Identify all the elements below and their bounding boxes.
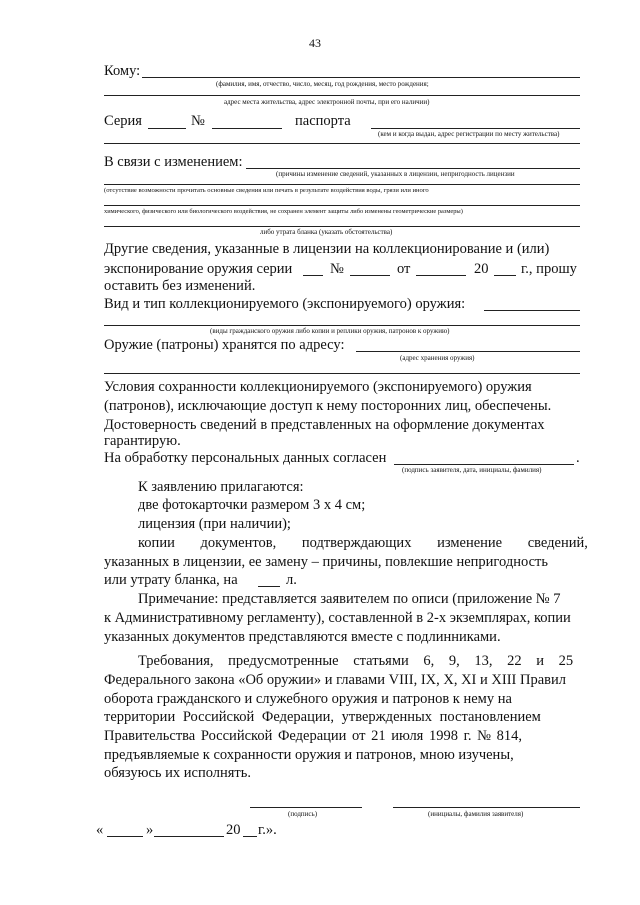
date-day-field[interactable] xyxy=(107,836,143,837)
change-hint-2: (отсутствие возможности прочитать основные сведения или печать в результате воздействия воды, грязи или иного xyxy=(104,187,429,194)
type-label: Вид и тип коллекционируемого (экспонируемого) оружия: xyxy=(104,296,466,312)
other-year-field[interactable] xyxy=(494,275,516,276)
change-line-4[interactable] xyxy=(104,226,580,227)
other-line-1: Другие сведения, указанные в лицензии на коллекционирование и (или) xyxy=(104,241,550,257)
attach-line-4: копии документов, подтверждающих изменение сведений, xyxy=(138,535,588,551)
req-line-2: Федерального закона «Об оружии» и главами VIII, IX, X, XI и XIII Правил xyxy=(104,672,566,688)
signature-hint: (подпись) xyxy=(288,810,318,818)
change-hint-1: (причины изменение сведений, указанных в лицензии, непригодность лицензии xyxy=(276,170,515,178)
stored-hint: (адрес хранения оружия) xyxy=(400,354,475,362)
type-field[interactable] xyxy=(484,310,580,311)
conditions-line-4: гарантирую. xyxy=(104,433,181,449)
change-label: В связи с изменением: xyxy=(104,154,243,170)
conditions-line-1: Условия сохранности коллекционируемого (экспонируемого) оружия xyxy=(104,379,532,395)
date-end: г.». xyxy=(258,822,277,838)
applicant-name-hint: (инициалы, фамилия заявителя) xyxy=(428,810,524,818)
consent-signature-field[interactable] xyxy=(394,464,574,465)
change-line-3[interactable] xyxy=(104,205,580,206)
other-line-2e: г., прошу xyxy=(521,261,577,277)
other-series-field[interactable] xyxy=(303,275,323,276)
date-open-quote: « xyxy=(96,822,104,838)
stored-line-2[interactable] xyxy=(104,373,580,374)
attach-line-2: две фотокарточки размером 3 х 4 см; xyxy=(138,497,366,513)
signature-field[interactable] xyxy=(250,807,362,808)
consent-hint: (подпись заявителя, дата, инициалы, фамилия) xyxy=(402,466,542,474)
page-number: 43 xyxy=(309,36,321,50)
attach-line-6b: л. xyxy=(286,572,297,588)
other-number-field[interactable] xyxy=(350,275,390,276)
stored-label: Оружие (патроны) хранятся по адресу: xyxy=(104,337,345,353)
date-close-quote: » xyxy=(146,822,154,838)
change-line-1[interactable] xyxy=(246,168,580,169)
komu-line[interactable] xyxy=(142,77,580,78)
passport-number-sign: № xyxy=(191,113,205,129)
date-month-field[interactable] xyxy=(154,836,224,837)
attach-line-6a: или утрату бланка, на xyxy=(104,572,238,588)
seriya-label: Серия xyxy=(104,113,142,129)
conditions-line-5: На обработку персональных данных согласен xyxy=(104,450,387,466)
attach-line-1: К заявлению прилагаются: xyxy=(138,479,304,495)
change-hint-4: либо утрата бланка (указать обстоятельства) xyxy=(260,228,393,236)
other-year-prefix: 20 xyxy=(474,261,489,277)
passport-number-field[interactable] xyxy=(212,128,282,129)
komu-label: Кому: xyxy=(104,63,141,79)
applicant-name-field[interactable] xyxy=(393,807,580,808)
req-line-7: обязуюсь их исполнять. xyxy=(104,765,252,781)
komu-hint-1: (фамилия, имя, отчество, число, месяц, год рождения, место рождения; xyxy=(216,80,429,88)
date-year-prefix: 20 xyxy=(226,822,241,838)
type-line-2[interactable] xyxy=(104,325,580,326)
komu-hint-2: адрес места жительства, адрес электронной почты, при его наличии) xyxy=(224,98,430,106)
req-line-3: оборота гражданского и служебного оружия и патронов к нему на xyxy=(104,691,512,707)
attach-sheets-field[interactable] xyxy=(258,586,280,587)
note-line-3: указанных документов представляются вместе с подлинниками. xyxy=(104,629,501,645)
change-line-2[interactable] xyxy=(104,184,580,185)
conditions-line-3: Достоверность сведений в представленных на оформление документах xyxy=(104,417,545,433)
pasporta-label: паспорта xyxy=(295,113,351,129)
other-ot: от xyxy=(397,261,411,277)
komu-line-2[interactable] xyxy=(104,95,580,96)
other-date-field[interactable] xyxy=(416,275,466,276)
change-hint-3: химического, физического или биологического воздействия, не сохранен элемент защиты либо изменены геометрические размеры) xyxy=(104,208,463,215)
other-line-2a: экспонирование оружия серии xyxy=(104,261,293,277)
req-line-1: Требования, предусмотренные статьями 6, 9, 13, 22 и 25 xyxy=(138,653,574,669)
date-year-field[interactable] xyxy=(243,836,257,837)
type-hint: (виды гражданского оружия либо копии и реплики оружия, патронов к оружию) xyxy=(210,327,450,335)
other-line-3: оставить без изменений. xyxy=(104,278,256,294)
attach-line-3: лицензия (при наличии); xyxy=(138,516,291,532)
passport-hint: (кем и когда выдан, адрес регистрации по месту жительства) xyxy=(378,130,560,138)
note-line-2: к Административному регламенту), составленной в 2-х экземплярах, копии xyxy=(104,610,571,626)
req-line-5: Правительства Российской Федерации от 21 июля 1998 г. № 814, xyxy=(104,728,522,744)
req-line-4: территории Российской Федерации, утвержденных постановлением xyxy=(104,709,541,725)
passport-issued-field[interactable] xyxy=(371,128,580,129)
conditions-line-5-end: . xyxy=(576,450,580,466)
other-number-sign: № xyxy=(330,261,344,277)
conditions-line-2: (патронов), исключающие доступ к нему посторонних лиц, обеспечены. xyxy=(104,398,552,414)
seriya-field[interactable] xyxy=(148,128,186,129)
note-line-1: Примечание: представляется заявителем по описи (приложение № 7 xyxy=(138,591,561,607)
stored-field[interactable] xyxy=(356,351,580,352)
req-line-6: предъявляемые к сохранности оружия и патронов, мною изучены, xyxy=(104,747,514,763)
passport-line-2[interactable] xyxy=(104,143,580,144)
attach-line-5: указанных в лицензии, ее замену – причины, повлекшие непригодность xyxy=(104,554,548,570)
